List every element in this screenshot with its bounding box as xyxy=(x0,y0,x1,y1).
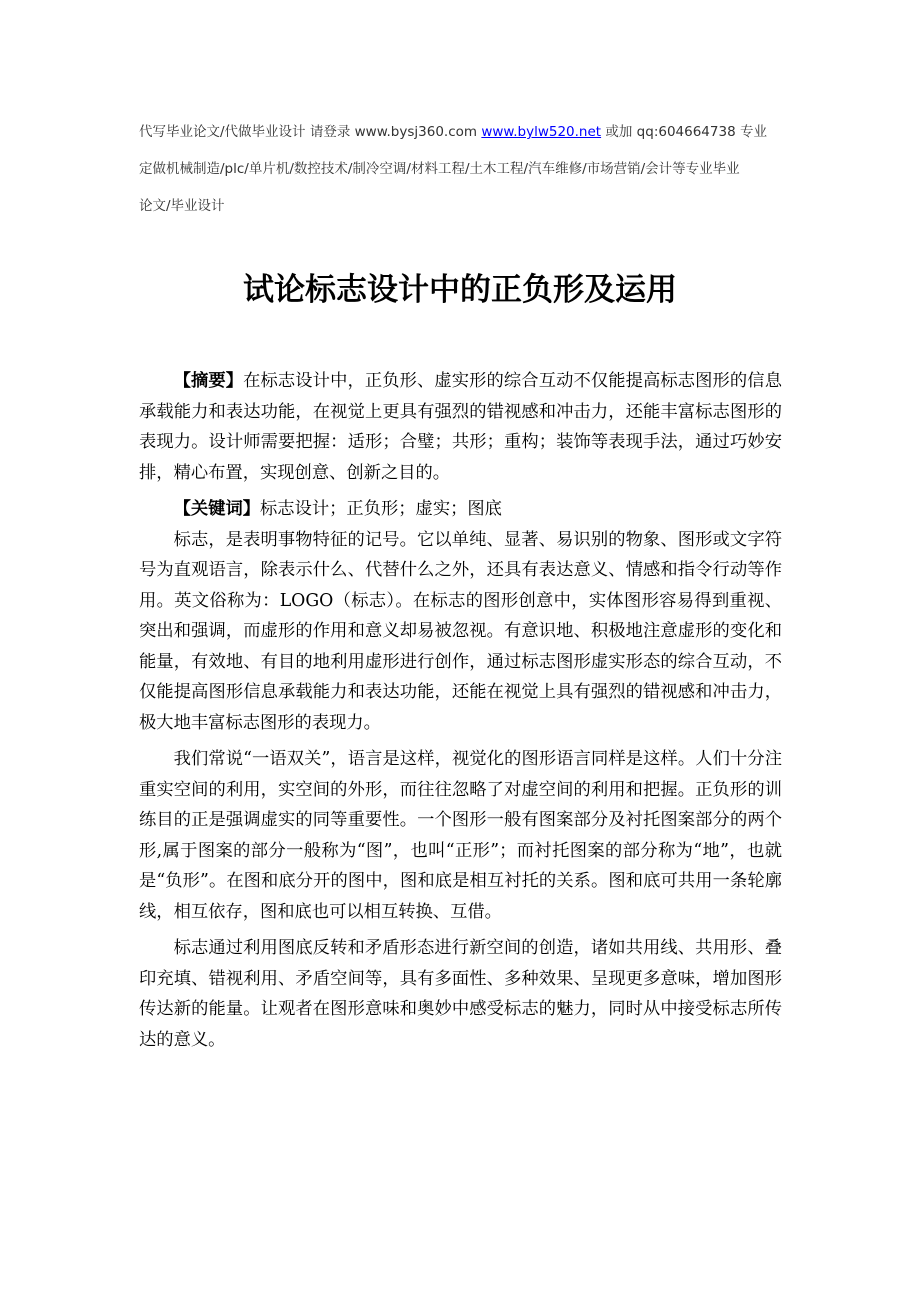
document-body xyxy=(139,366,782,1055)
keywords-label: 【关键词】 xyxy=(173,499,261,519)
keywords-text: 标志设计；正负形；虚实；图底 xyxy=(260,499,502,519)
header-text-prefix: 代写毕业论文/代做毕业设计 请登录 www.bysj360.com xyxy=(139,124,482,140)
header-advertisement xyxy=(139,114,789,225)
document-title: 试论标志设计中的正负形及运用 xyxy=(243,272,677,308)
body-paragraph-2: 我们常说“一语双关”，语言是这样，视觉化的图形语言同样是这样。人们十分注重实空间的利用，实空间的外形，而往往忽略了对虚空间的利用和把握。正负形的训练目的正是强调虚实的同等重要性。一个图形一般有图案部分及衬托图案部分的两个形,属于图案的部分一般称为“图”，也叫“正形”；而衬托图案的部分称为“地”，也就是“负形”。在图和底分开的图中，图和底是相互衬托的关系。图和底可共用一条轮廓线，相互依存，图和底也可以相互转换、互借。 xyxy=(139,749,782,922)
abstract-text: 在标志设计中，正负形、虚实形的综合互动不仅能提高标志图形的信息承载能力和表达功能，在视觉上更具有强烈的错视感和冲击力，还能丰富标志图形的表现力。设计师需要把握：适形；合璧；共形；重构；装饰等表现手法，通过巧妙安排，精心布置，实现创意、创新之目的。 xyxy=(139,371,782,483)
abstract-label: 【摘要】 xyxy=(173,371,244,391)
website-link[interactable]: www.bylw520.net xyxy=(481,124,602,140)
header-line-2: 定做机械制造/plc/单片机/数控技术/制冷空调/材料工程/土木工程/汽车维修/市场营销/会计等专业毕业 xyxy=(139,161,740,177)
header-line-3: 论文/毕业设计 xyxy=(139,198,225,214)
header-line-1 xyxy=(139,114,789,151)
header-text-suffix: 或加 qq:604664738 专业 xyxy=(601,124,767,140)
keywords-paragraph xyxy=(139,494,782,525)
abstract-paragraph xyxy=(139,366,782,488)
body-paragraph-1: 标志，是表明事物特征的记号。它以单纯、显著、易识别的物象、图形或文字符号为直观语言，除表示什么、代替什么之外，还具有表达意义、情感和指令行动等作用。英文俗称为：LOGO（标志）。在标志的图形创意中，实体图形容易得到重视、突出和强调，而虚形的作用和意义却易被忽视。有意识地、积极地注意虚形的变化和能量，有效地、有目的地利用虚形进行创作，通过标志图形虚实形态的综合互动，不仅能提高图形信息承载能力和表达功能，还能在视觉上具有强烈的错视感和冲击力，极大地丰富标志图形的表现力。 xyxy=(139,529,782,733)
body-paragraph-3: 标志通过利用图底反转和矛盾形态进行新空间的创造，诸如共用线、共用形、叠印充填、错视利用、矛盾空间等，具有多面性、多种效果、呈现更多意味，增加图形传达新的能量。让观者在图形意味和奥妙中感受标志的魅力，同时从中接受标志所传达的意义。 xyxy=(139,938,782,1050)
